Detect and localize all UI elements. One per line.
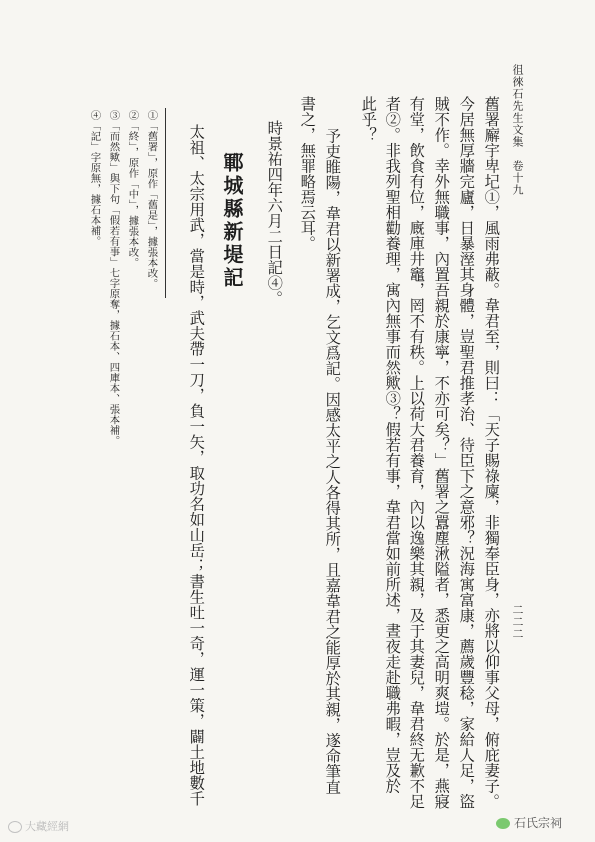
footnote-divider (165, 108, 166, 298)
essay-first-line: 太祖、太宗用武，當是時，武夫帶一刀，負一矢，取功名如山岳；書生吐一奇，運一策，闢土地數千 (187, 124, 206, 806)
body-column: 賊不作。幸外無職事，內置吾親於康寧，不亦可矣？」舊署之囂塵湫隘者，悉更之高明爽塏。於是，燕寢 (432, 96, 451, 809)
essay-title: 鄆城縣新堤記 (220, 152, 244, 290)
wechat-icon (496, 818, 510, 829)
watermark-left: 大藏經網 (8, 818, 69, 834)
footnote: ④「記」字原無，據石本補。 (88, 110, 101, 247)
body-column: 有堂，飲食有位，廐庫井竈，罔不有秩。上以荷大君養育，內以逸樂其親，及于其妻兒，韋君終无歉不足 (407, 96, 426, 809)
body-column: 者②。非我列聖相勸養理，寓內無事而然歟③？假若有事，韋君當如前所述，晝夜走赴職弗暇，豈及於 (383, 96, 402, 794)
footnote: ②「終」，原作「中」，據張本改。 (126, 110, 139, 268)
book-title: 徂徠石先生文集 卷十九 (511, 64, 524, 196)
dated-signature: 時景祐四年六月二日記④。 (265, 120, 284, 306)
body-column: 此乎？ (359, 96, 378, 143)
page-number: 二二二 (511, 604, 524, 640)
body-column: 舊署廨宇卑圮①，風雨弗蔽。韋君至，則曰：「天子賜祿廩，非獨奉臣身，亦將以仰事父母，俯庇妻子。 (482, 96, 501, 809)
body-column: 今居無厚牆完廬，日暴溼其身體，豈聖君推孝治、待臣下之意邪？況海寓富康，薦歲豐稔，家給人足，盜 (457, 96, 476, 809)
footnote: ③「而然歟」與下句「假若有事」七字原奪，據石本、四庫本、張本補。 (107, 110, 120, 446)
watermark-logo-icon (8, 821, 22, 833)
watermark-right: 石氏宗祠 (496, 814, 562, 831)
body-column: 予吏睢陽，韋君以新署成，乞文爲記。因感太平之人各得其所，且嘉韋君之能厚於其親，遂命筆直 (323, 128, 342, 795)
body-column: 書之，無罪略焉云耳。 (298, 96, 317, 251)
footnote: ①「舊署」，原作「舊是」，據張本改。 (145, 110, 158, 289)
